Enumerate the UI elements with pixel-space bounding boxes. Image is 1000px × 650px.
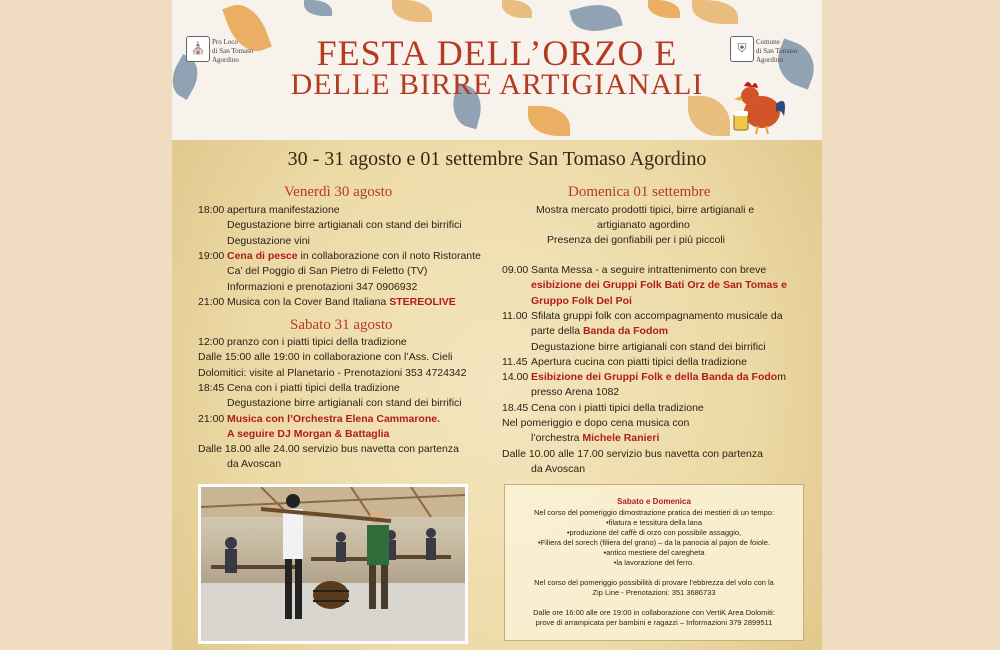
program-time: 12:00: [198, 336, 225, 348]
program-text: Degustazione birre artigianali con stand dei birrifici: [227, 397, 462, 410]
sunday-program-line: [502, 416, 689, 430]
saturday-program-line: [198, 350, 452, 364]
sunday-program-line: [502, 324, 668, 338]
leaf-decoration: [304, 0, 332, 16]
program-text: presso Arena 1082: [531, 386, 620, 399]
box-line: Nel corso del pomeriggio dimostrazione pratica dei mestieri di un tempo:: [533, 508, 775, 517]
sunday-program-line: [502, 355, 747, 369]
leaf-decoration: [688, 96, 730, 136]
poster-title-line-2: DELLE BIRRE ARTIGIANALI: [290, 68, 704, 101]
poster-header: [172, 0, 822, 140]
friday-heading: Venerdì 30 agosto: [284, 184, 393, 200]
highlight-text: Musica con l’Orchestra Elena Cammarone.: [227, 412, 440, 425]
sunday-program-line: [502, 385, 619, 399]
program-text: Dalle 10.00 alle 17.00 servizio bus navetta con partenza: [502, 447, 763, 460]
highlight-text: Michele Ranieri: [582, 432, 660, 445]
logo-text-line: di San Tomaso: [212, 47, 254, 55]
program-time: 09.00: [502, 264, 529, 276]
logo-text-line: di San Tomaso: [756, 47, 798, 55]
sunday-program-line: [502, 447, 763, 461]
program-text: Dalle 18.00 alle 24.00 servizio bus navetta con partenza: [198, 443, 459, 456]
program-text: Musica con la Cover Band Italiana: [227, 295, 390, 308]
friday-program-line: [198, 203, 340, 217]
friday-program-line: [198, 280, 417, 294]
program-time: 18.45: [502, 401, 529, 414]
sunday-heading: Domenica 01 settembre: [568, 184, 711, 200]
program-time: 18:45: [198, 381, 225, 394]
logo-text-line: Comune: [756, 38, 780, 46]
festival-photo: [198, 484, 468, 644]
sunday-program-line: [502, 462, 585, 476]
program-text: Degustazione birre artigianali con stand dei birrifici: [531, 340, 766, 353]
poster-title-line-1: FESTA DELL’ORZO E: [316, 33, 678, 73]
sunday-program-line: [502, 294, 632, 308]
friday-program-line: [198, 218, 462, 232]
box-line: Zip Line - Prenotazioni: 351 3686733: [592, 588, 716, 597]
program-time: 19:00: [198, 249, 225, 262]
box-line: •Filiera del sorech (filiera del grano) – da la panocia al pajon de foiole.: [538, 538, 770, 547]
leaf-decoration: [692, 0, 738, 24]
saturday-heading: Sabato 31 agosto: [290, 317, 393, 333]
sunday-intro-line: Mostra mercato prodotti tipici, birre artigianali e: [536, 204, 755, 216]
saturday-program-line: [198, 335, 407, 349]
highlight-text: A seguire DJ Morgan & Battaglia: [227, 427, 390, 440]
leaf-decoration: [392, 0, 432, 22]
box-heading: Sabato e Domenica: [617, 497, 691, 506]
program-text: Nel pomeriggio e dopo cena musica con: [502, 417, 690, 429]
friday-program-line: [198, 295, 456, 309]
sunday-program-line: [502, 263, 766, 277]
program-text: da Avoscan: [531, 462, 586, 475]
program-time: 11.45: [502, 355, 528, 368]
program-text: Degustazione birre artigianali con stand dei birrifici: [227, 219, 462, 232]
highlight-text: STEREOLIVE: [389, 295, 456, 308]
comune-crest-icon: ⛨: [730, 36, 754, 62]
box-line: Nel corso del pomeriggio possibilità di provare l’ebbrezza del volo con la: [534, 578, 774, 587]
saturday-program-line: [198, 457, 281, 471]
program-text: Ca’ del Poggio di San Pietro di Feletto (TV): [227, 265, 428, 278]
weekend-activities-box: [504, 484, 804, 641]
friday-program-line: [198, 234, 310, 248]
leaf-decoration: [502, 0, 532, 18]
sunday-program-line: [502, 370, 786, 384]
leaf-decoration: [648, 0, 680, 18]
saturday-program-line: [198, 427, 389, 441]
program-text: in collaborazione con il noto Ristorante: [297, 249, 481, 262]
program-time: 21:00: [198, 412, 225, 425]
program-text: Informazioni e prenotazioni 347 0906932: [227, 280, 418, 293]
sunday-program-line: [502, 340, 766, 354]
highlight-text: Esibizione dei Gruppi Folk e della Banda da Fodo: [531, 371, 778, 384]
saturday-program-line: [198, 396, 462, 410]
saturday-program-line: [198, 381, 400, 395]
logo-text-line: Agordino: [756, 56, 783, 64]
program-text: Cena con i piatti tipici della tradizione: [227, 381, 400, 394]
program-text: parte della: [531, 325, 583, 338]
logo-text-line: Pro Loco: [212, 38, 238, 46]
program-time: 18:00: [198, 204, 225, 216]
program-text: Cena con i piatti tipici della tradizione: [531, 401, 704, 414]
program-text: Degustazione vini: [227, 234, 310, 247]
saturday-program-line: [198, 366, 466, 380]
sunday-program-line: [502, 401, 704, 415]
sunday-program-line: [502, 431, 659, 445]
sunday-program-line: [502, 309, 783, 323]
saturday-program-line: [198, 442, 459, 456]
program-text: m: [777, 371, 786, 384]
program-text: Apertura cucina con piatti tipici della tradizione: [531, 355, 747, 368]
program-text: da Avoscan: [227, 458, 282, 471]
program-time: 14.00: [502, 371, 529, 384]
program-text: apertura manifestazione: [227, 204, 340, 216]
program-time: 11.00: [502, 309, 528, 322]
program-text: l’orchestra: [531, 432, 583, 445]
sunday-program-line: [502, 278, 787, 292]
box-line: •antico mestiere del caregheta: [603, 548, 705, 557]
box-line: prove di arrampicata per bambini e ragazzi – Informazioni 379 2899511: [535, 618, 773, 627]
saturday-program-line: [198, 412, 440, 426]
festival-photo-illustration: [201, 487, 465, 641]
program-text: pranzo con i piatti tipici della tradizione: [227, 336, 407, 348]
box-line: •la lavorazione del ferro.: [613, 558, 695, 567]
friday-program-line: [198, 249, 481, 263]
event-poster: [172, 0, 822, 650]
box-line: •produzione del caffè di orzo con possibile assaggio,: [566, 528, 742, 537]
program-text: Dolomitici: visite al Planetario - Prenotazioni 353 4724342: [198, 366, 467, 379]
highlight-text: Banda da Fodom: [582, 325, 669, 338]
program-text: Santa Messa - a seguire intrattenimento con breve: [531, 264, 767, 276]
friday-program-line: [198, 264, 427, 278]
program-time: 21:00: [198, 295, 225, 308]
pro-loco-emblem-icon: ⛪: [186, 36, 210, 62]
rooster-icon: [730, 76, 788, 136]
sunday-intro-line: artigianato agordino: [597, 219, 690, 231]
sunday-intro-line: Presenza dei gonfiabili per i più piccoli: [547, 234, 726, 246]
program-text: Dalle 15:00 alle 19:00 in collaborazione con l’Ass. Cieli: [198, 351, 453, 364]
highlight-text: Gruppo Folk Del Poi: [531, 294, 632, 307]
box-line: Dalle ore 16:00 alle ore 19:00 in collaborazione con VertiK Area Dolomiti:: [533, 608, 775, 617]
leaf-decoration: [528, 106, 570, 136]
box-line: •filatura e tessitura della lana: [605, 518, 702, 527]
event-dates: 30 - 31 agosto e 01 settembre San Tomaso Agordino: [287, 148, 707, 170]
highlight-text: esibizione dei Gruppi Folk Bati Orz de San Tomas e: [531, 279, 787, 292]
logo-text-line: Agordino: [212, 56, 239, 64]
program-text: Sfilata gruppi folk con accompagnamento musicale da: [531, 309, 783, 322]
highlight-text: Cena di pesce: [227, 249, 298, 262]
